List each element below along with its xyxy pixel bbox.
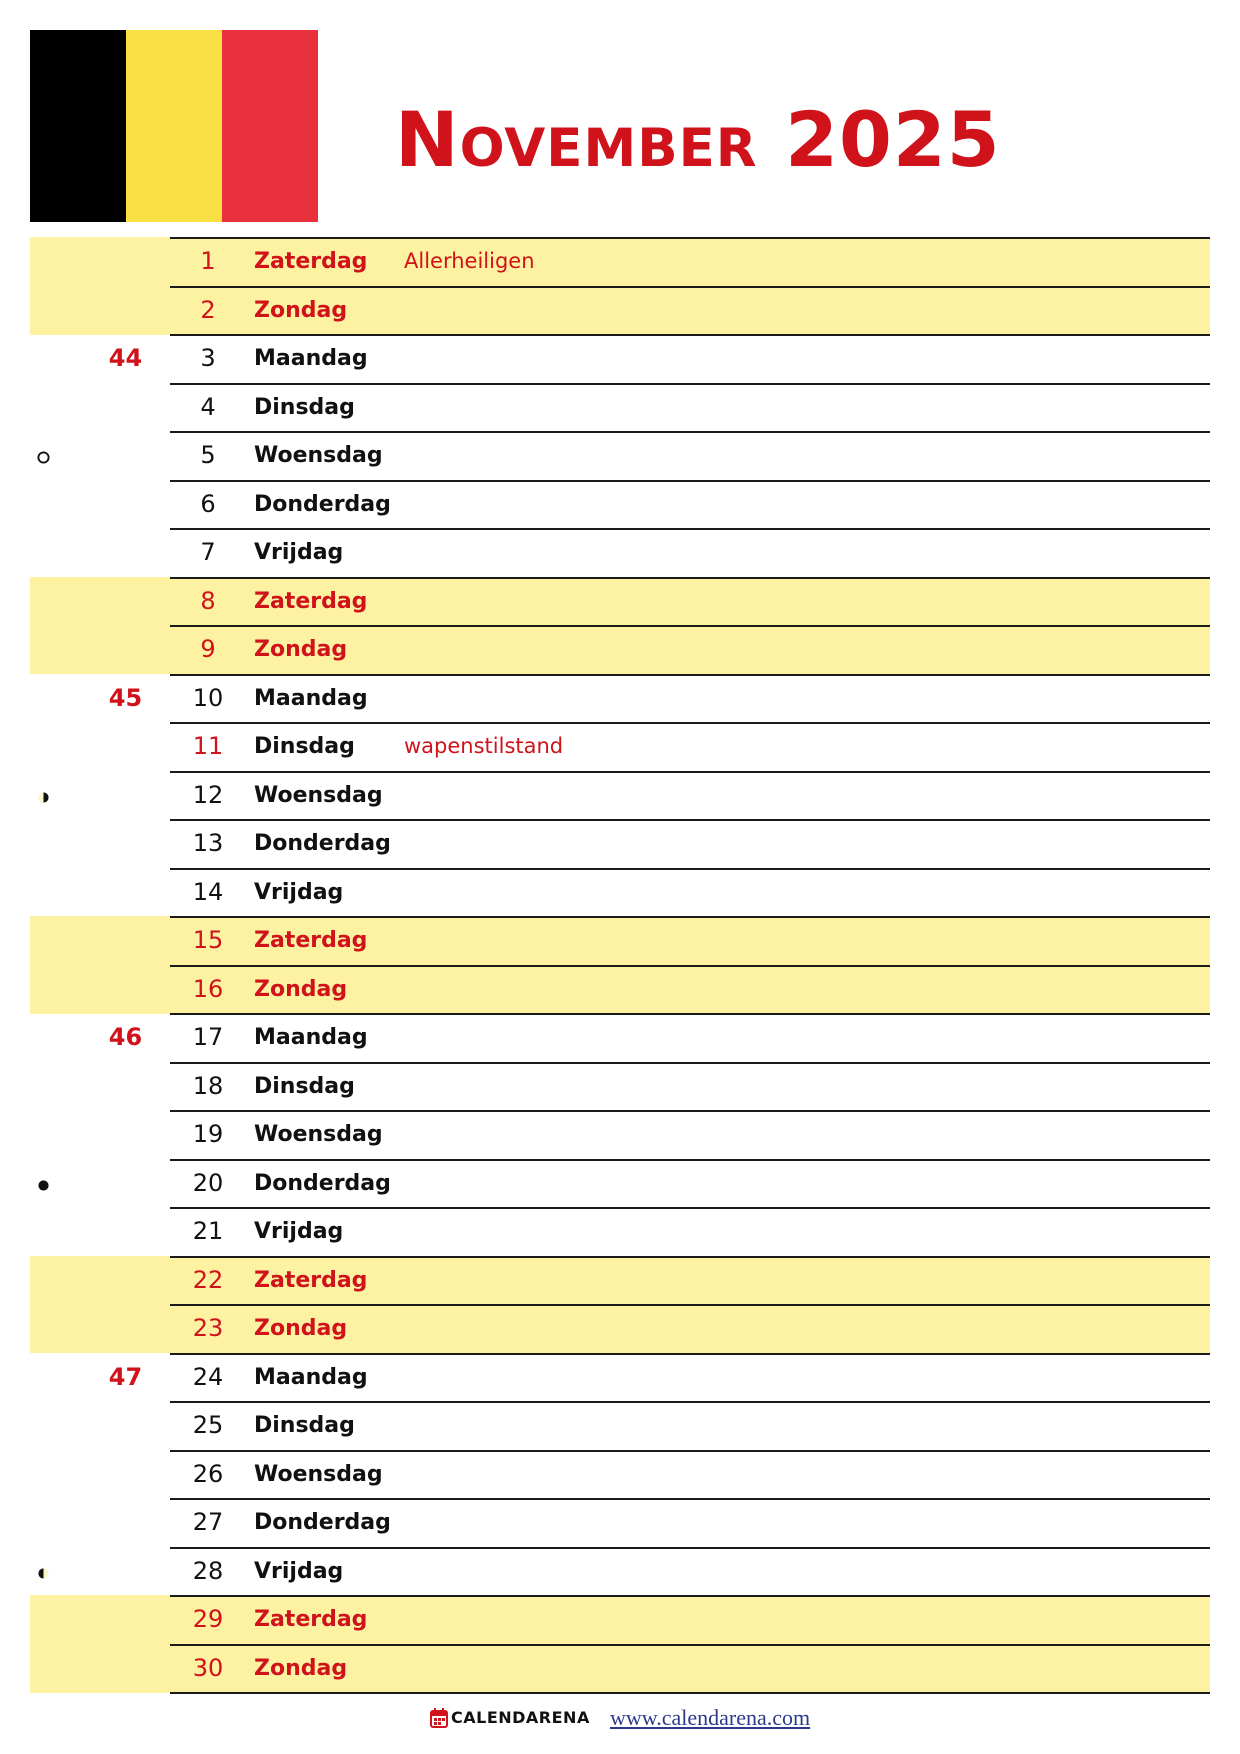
day-number: 22 [192,1266,224,1294]
day-name: Zondag [254,1316,348,1341]
day-number: 6 [200,490,216,518]
page-title: November 2025 [395,95,1001,184]
day-name: Vrijdag [254,880,344,905]
day-name: Maandag [254,686,368,711]
weekend-band-left [30,625,170,674]
calendar-day-row [0,1644,1240,1693]
day-number: 25 [192,1411,224,1439]
week-number: 46 [108,1023,143,1051]
day-number: 14 [192,878,224,906]
day-number: 13 [192,829,224,857]
day-number: 11 [192,732,224,760]
calendar-day-row [0,771,1240,820]
calendar-day-row [0,431,1240,480]
calendar-bottom-rule [170,1692,1210,1694]
calendar-day-row [0,1110,1240,1159]
day-name: Zondag [254,977,348,1002]
day-name: Donderdag [254,1171,391,1196]
day-name: Zaterdag [254,249,368,274]
calendar-day-row [0,1547,1240,1596]
day-name: Maandag [254,1025,368,1050]
day-name: Donderdag [254,492,391,517]
calendar-day-row [0,1450,1240,1499]
weekend-band-left [30,965,170,1014]
day-number: 29 [192,1605,224,1633]
day-number: 10 [192,684,224,712]
day-number: 26 [192,1460,224,1488]
calendar-day-row [0,334,1240,383]
day-number: 30 [192,1654,224,1682]
day-number: 18 [192,1072,224,1100]
last-quarter-moon-icon [37,789,50,802]
weekend-band-left [30,577,170,626]
day-number: 1 [200,247,216,275]
calendar-day-row [0,916,1240,965]
calendar-day-row [0,1304,1240,1353]
weekend-band-left [30,1644,170,1693]
calendar-day-row [0,1256,1240,1305]
calendar-day-row [0,625,1240,674]
day-number: 5 [200,441,216,469]
day-number: 20 [192,1169,224,1197]
calendar-day-row [0,577,1240,626]
weekend-band-left [30,1498,170,1547]
day-number: 15 [192,926,224,954]
calendar-day-row [0,1062,1240,1111]
weekend-band-left [30,528,170,577]
week-number: 45 [108,684,143,712]
calendar-day-row [0,1595,1240,1644]
calendar-day-row [0,1498,1240,1547]
weekend-band-left [30,819,170,868]
new-moon-icon [37,1177,50,1190]
day-name: Zaterdag [254,1268,368,1293]
weekend-band-left [30,722,170,771]
weekend-band-left [30,1401,170,1450]
day-name: Woensdag [254,443,383,468]
day-number: 23 [192,1314,224,1342]
day-name: Maandag [254,346,368,371]
day-number: 3 [200,344,216,372]
calendar-day-row [0,674,1240,723]
day-name: Donderdag [254,1510,391,1535]
weekend-band-left [30,383,170,432]
day-number: 24 [192,1363,224,1391]
day-number: 17 [192,1023,224,1051]
weekend-band-left [30,1256,170,1305]
first-quarter-moon-icon [37,1565,50,1578]
day-number: 16 [192,975,224,1003]
day-name: Zondag [254,1656,348,1681]
day-name: Zaterdag [254,1607,368,1632]
day-name: Vrijdag [254,540,344,565]
day-name: Woensdag [254,1462,383,1487]
weekend-band-left [30,1110,170,1159]
day-number: 27 [192,1508,224,1536]
day-number: 9 [200,635,216,663]
day-name: Donderdag [254,831,391,856]
week-number: 47 [108,1363,143,1391]
weekend-band-left [30,771,170,820]
calendar-logo-icon [430,1708,448,1728]
full-moon-icon [37,449,50,462]
holiday-label: Allerheiligen [404,249,535,273]
weekend-band-left [30,1062,170,1111]
footer-brand: CALENDARENA [451,1708,590,1727]
calendar-day-row [0,819,1240,868]
footer-link[interactable]: www.calendarena.com [610,1705,811,1730]
calendar-day-row [0,868,1240,917]
day-name: Dinsdag [254,1413,355,1438]
weekend-band-left [30,480,170,529]
calendar-day-row [0,1353,1240,1402]
weekend-band-left [30,1159,170,1208]
calendar-day-row [0,1401,1240,1450]
weekend-band-left [30,1547,170,1596]
day-number: 2 [200,296,216,324]
day-number: 21 [192,1217,224,1245]
day-number: 4 [200,393,216,421]
calendar-day-row [0,480,1240,529]
calendar-day-row [0,237,1240,286]
weekend-band-left [30,868,170,917]
weekend-band-left [30,1304,170,1353]
weekend-band-left [30,1207,170,1256]
day-number: 8 [200,587,216,615]
calendar-day-row [0,1159,1240,1208]
day-name: Dinsdag [254,1074,355,1099]
day-name: Woensdag [254,1122,383,1147]
day-name: Zondag [254,298,348,323]
day-name: Zondag [254,637,348,662]
weekend-band-left [30,286,170,335]
day-number: 28 [192,1557,224,1585]
day-name: Zaterdag [254,589,368,614]
calendar-day-row [0,1207,1240,1256]
day-name: Vrijdag [254,1559,344,1584]
footer [0,1704,1240,1734]
calendar-day-row [0,722,1240,771]
day-name: Zaterdag [254,928,368,953]
day-name: Dinsdag [254,395,355,420]
calendar-day-row [0,383,1240,432]
day-number: 12 [192,781,224,809]
day-number: 19 [192,1120,224,1148]
calendar-day-row [0,965,1240,1014]
weekend-band-left [30,916,170,965]
calendar-day-row [0,528,1240,577]
day-name: Dinsdag [254,734,355,759]
holiday-label: wapenstilstand [404,734,564,758]
day-name: Vrijdag [254,1219,344,1244]
day-number: 7 [200,538,216,566]
weekend-band-left [30,1450,170,1499]
day-name: Woensdag [254,783,383,808]
calendar-day-row [0,1013,1240,1062]
weekend-band-left [30,431,170,480]
week-number: 44 [108,344,143,372]
calendar-day-row [0,286,1240,335]
day-name: Maandag [254,1365,368,1390]
weekend-band-left [30,1595,170,1644]
weekend-band-left [30,237,170,286]
